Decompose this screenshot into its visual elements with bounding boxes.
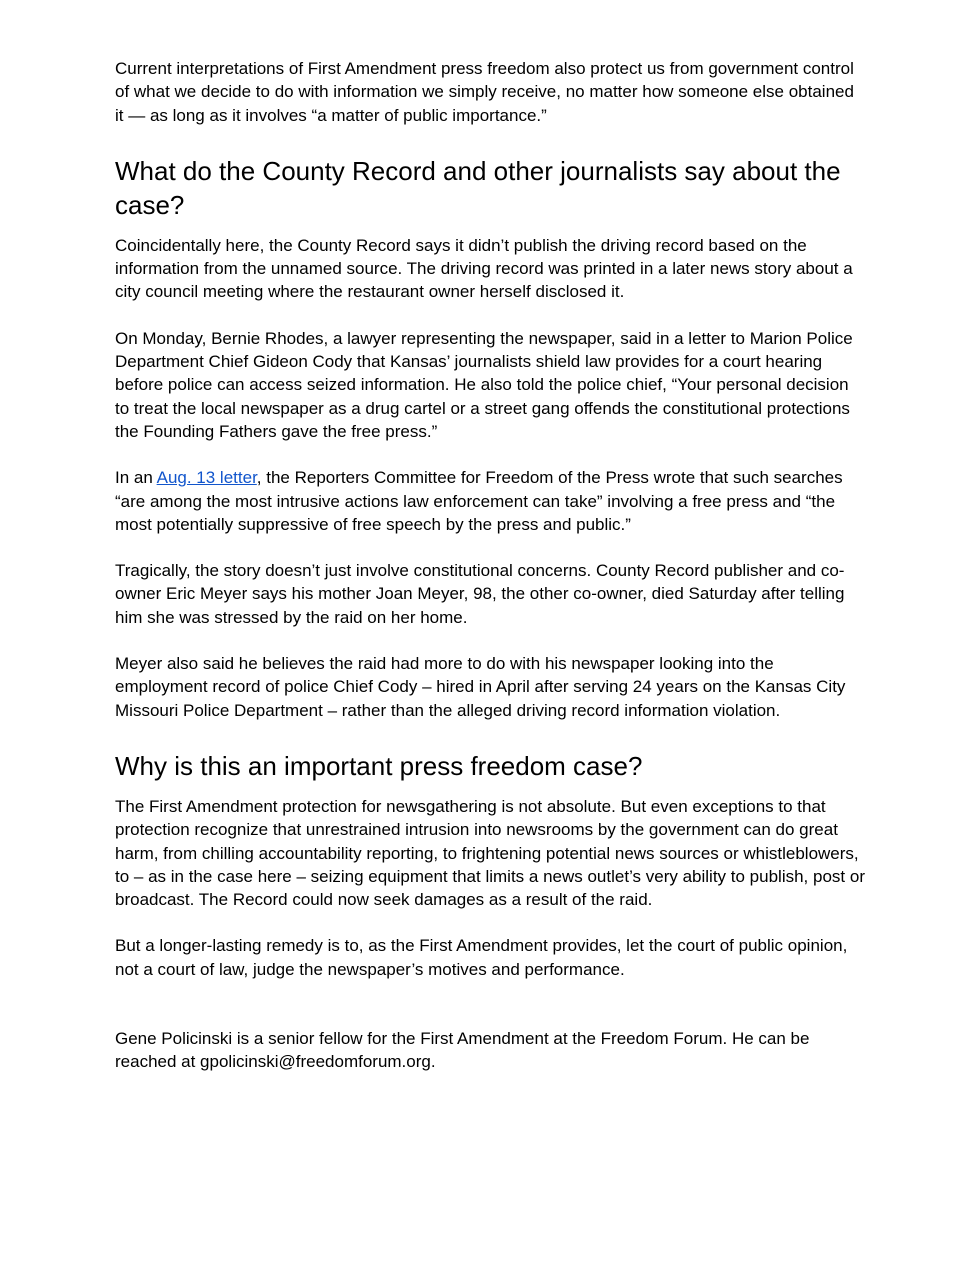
paragraph-remedy: But a longer-lasting remedy is to, as the First Amendment provides, let the court of public opinion, not a court of law, judge the newspaper’s motives and performance. <box>115 936 848 979</box>
rcfp-text-before: In an <box>115 468 157 488</box>
paragraph-monday-letter: On Monday, Bernie Rhodes, a lawyer representing the newspaper, said in a letter to Marion Police Department Chief Gideon Cody that Kansas’ journalists shield law provides for a court hearing before police can access seized information. He also told the police chief, “Your personal decision to treat the local newspaper as a drug cartel or a street gang offends the constitutional protections the Founding Fathers gave the free press.” <box>115 328 853 441</box>
aug-13-letter-link[interactable]: Aug. 13 letter <box>156 468 257 488</box>
heading-county-record: What do the County Record and other journalists say about the case? <box>115 155 841 220</box>
rcfp-text-after: , the Reporters Committee for Freedom of the Press wrote that such searches “are among the most intrusive actions law enforcement can take” involving a free press and “the most potentially suppressive of free speech by the press and public.” <box>115 468 843 534</box>
author-bio: Gene Policinski is a senior fellow for the First Amendment at the Freedom Forum. He can be reached at gpolicinski@freedomforum.org. <box>115 1029 810 1072</box>
document-page <box>115 57 867 1074</box>
paragraph-coincidentally: Coincidentally here, the County Record says it didn’t publish the driving record based on the information from the unnamed source. The driving record was printed in a later news story about a city council meeting where the restaurant owner herself disclosed it. <box>115 235 853 302</box>
paragraph-first-amendment: The First Amendment protection for newsgathering is not absolute. But even exceptions to that protection recognize that unrestrained intrusion into newsrooms by the government can do great harm, from chilling accountability reporting, to frightening potential news sources or whistleblowers, to – as in the case here – seizing equipment that limits a news outlet’s very ability to publish, post or broadcast. The Record could now seek damages as a result of the raid. <box>115 796 865 910</box>
paragraph-meyer-raid: Meyer also said he believes the raid had more to do with his newspaper looking into the employment record of police Chief Cody – hired in April after serving 24 years on the Kansas City Missouri Police Department – rather than the alleged driving record information violation. <box>115 654 846 720</box>
paragraph-intro: Current interpretations of First Amendment press freedom also protect us from government control of what we decide to do with information we simply receive, no matter how someone else obtained it — as long as it involves “a matter of public importance.” <box>115 59 854 125</box>
heading-press-freedom-case: Why is this an important press freedom case? <box>115 750 643 781</box>
paragraph-tragically: Tragically, the story doesn’t just involve constitutional concerns. County Record publisher and co-owner Eric Meyer says his mother Joan Meyer, 98, the other co-owner, died Saturday after telling him she was stressed by the raid on her home. <box>115 561 845 627</box>
paragraph-rcfp-letter <box>115 466 867 536</box>
